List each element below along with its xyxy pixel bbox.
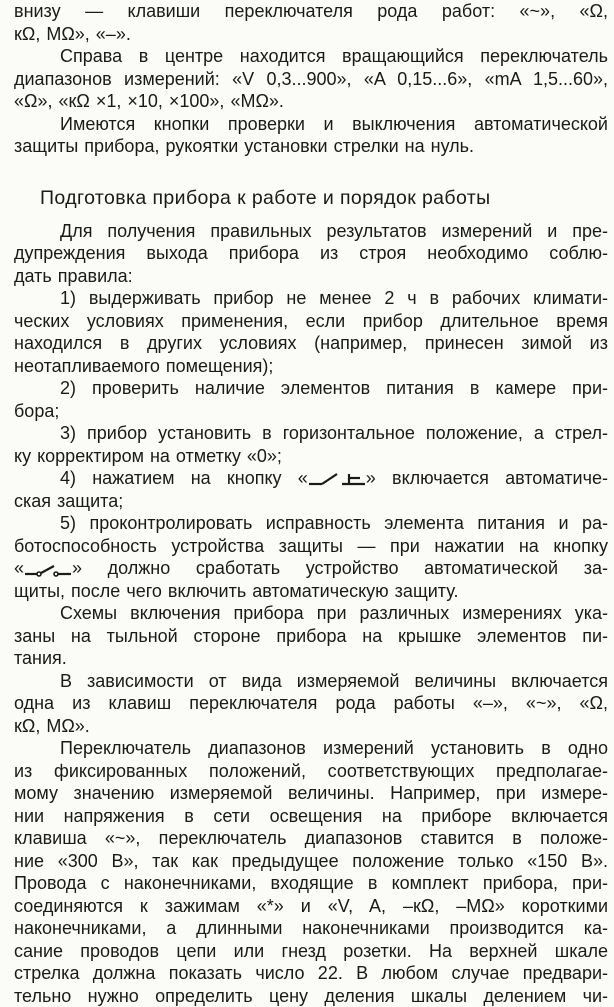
rules-section (14, 220, 608, 468)
body-paragraph (14, 287, 608, 377)
text-line: «Ω», «кΩ ×1, ×10, ×100», «МΩ». (14, 90, 608, 113)
section-heading: Подготовка прибора к работе и порядок работы (14, 186, 608, 210)
text-line: тания. (14, 647, 608, 670)
instructions-section (14, 602, 608, 1007)
body-paragraph (14, 220, 608, 288)
text-line: стрелка должна показать число 22. В любом случае предвари- (14, 962, 608, 985)
text-line: ческих условиях применения, если прибор длительное время (14, 310, 608, 333)
intro-section (14, 0, 608, 158)
text-line: защиты прибора, рукоятки установки стрелки на нуль. (14, 135, 608, 158)
text-line: Провода с наконечниками, входящие в комплект прибора, при- (14, 872, 608, 895)
intro-paragraph (14, 113, 608, 158)
text-line: мому значению измеряемой величины. Например, при измере- (14, 782, 608, 805)
text-line: ние «300 В», так как предыдущее положение только «150 В». (14, 850, 608, 873)
text-line: из фиксированных положений, соответствующих предполагае- (14, 760, 608, 783)
text-line: Для получения правильных результатов измерений и пре- (14, 220, 608, 243)
text-line: тельно нужно определить цену деления шкалы делением чи- (14, 985, 608, 1007)
text-line: Схемы включения прибора при различных измерениях ука- (14, 602, 608, 625)
text-line: одна из клавиш переключателя рода работы «–», «~», «Ω, (14, 692, 608, 715)
body-paragraph (14, 377, 608, 422)
text-line: В зависимости от вида измеряемой величины включается (14, 670, 608, 693)
text-line: Имеются кнопки проверки и выключения автоматической (14, 113, 608, 136)
text-line: 3) прибор установить в горизонтальное положение, а стрел- (14, 422, 608, 445)
body-paragraph (14, 422, 608, 467)
text-line: кΩ, МΩ». (14, 715, 608, 738)
text-line: соединяются к зажимам «*» и «V, A, –кΩ, –МΩ» короткими (14, 895, 608, 918)
rule-item-5: 5) проконтролировать исправность элемента питания и ра- ботоспособность устройства защиты — при нажатии на кнопку « » должно сработать устройство автоматической за- щиты, после чего включить автоматическую защиту. (14, 512, 608, 602)
text-line: 1) выдерживать прибор не менее 2 ч в рабочих климати- (14, 287, 608, 310)
text-line: Справа в центре находится вращающийся переключатель (14, 45, 608, 68)
text-line: внизу — клавиши переключателя рода работ: «~», «Ω, (14, 0, 608, 23)
text-line: кΩ, МΩ», «–». (14, 23, 608, 46)
text-line: 2) проверить наличие элементов питания в камере при- (14, 377, 608, 400)
rule-item-4: 4) нажатием на кнопку « » включается автоматиче- ская защита; (14, 467, 608, 512)
text-line: дупреждения выхода прибора из строя необходимо соблю- (14, 242, 608, 265)
text-line: нии напряжения в сети освещения на приборе включается (14, 805, 608, 828)
text-line: клавиша «~», переключатель диапазонов ставится в положе- (14, 827, 608, 850)
text-line: неотапливаемого помещения); (14, 355, 608, 378)
text-line: сание проводов цепи или гнезд розетки. На верхней шкале (14, 940, 608, 963)
tail-paragraph (14, 670, 608, 738)
text-line: диапазонов измерений: «V 0,3...900», «A 0,15...6», «mA 1,5...60», (14, 68, 608, 91)
intro-paragraph (14, 45, 608, 113)
text-line: заны на тыльной стороне прибора на крышке элементов пи- (14, 625, 608, 648)
text-line: бора; (14, 400, 608, 423)
test-button-icon (24, 561, 72, 577)
tail-paragraph (14, 737, 608, 1007)
text-line: наконечниками, а длинными наконечниками производится ка- (14, 917, 608, 940)
text-line: Переключатель диапазонов измерений установить в одно (14, 737, 608, 760)
intro-paragraph (14, 0, 608, 45)
tail-paragraph (14, 602, 608, 670)
text-line: дать правила: (14, 265, 608, 288)
text-line: находился в других условиях (например, принесен зимой из (14, 332, 608, 355)
text-line: ку корректиром на отметку «0»; (14, 445, 608, 468)
auto-protection-switch-icon (308, 471, 366, 487)
